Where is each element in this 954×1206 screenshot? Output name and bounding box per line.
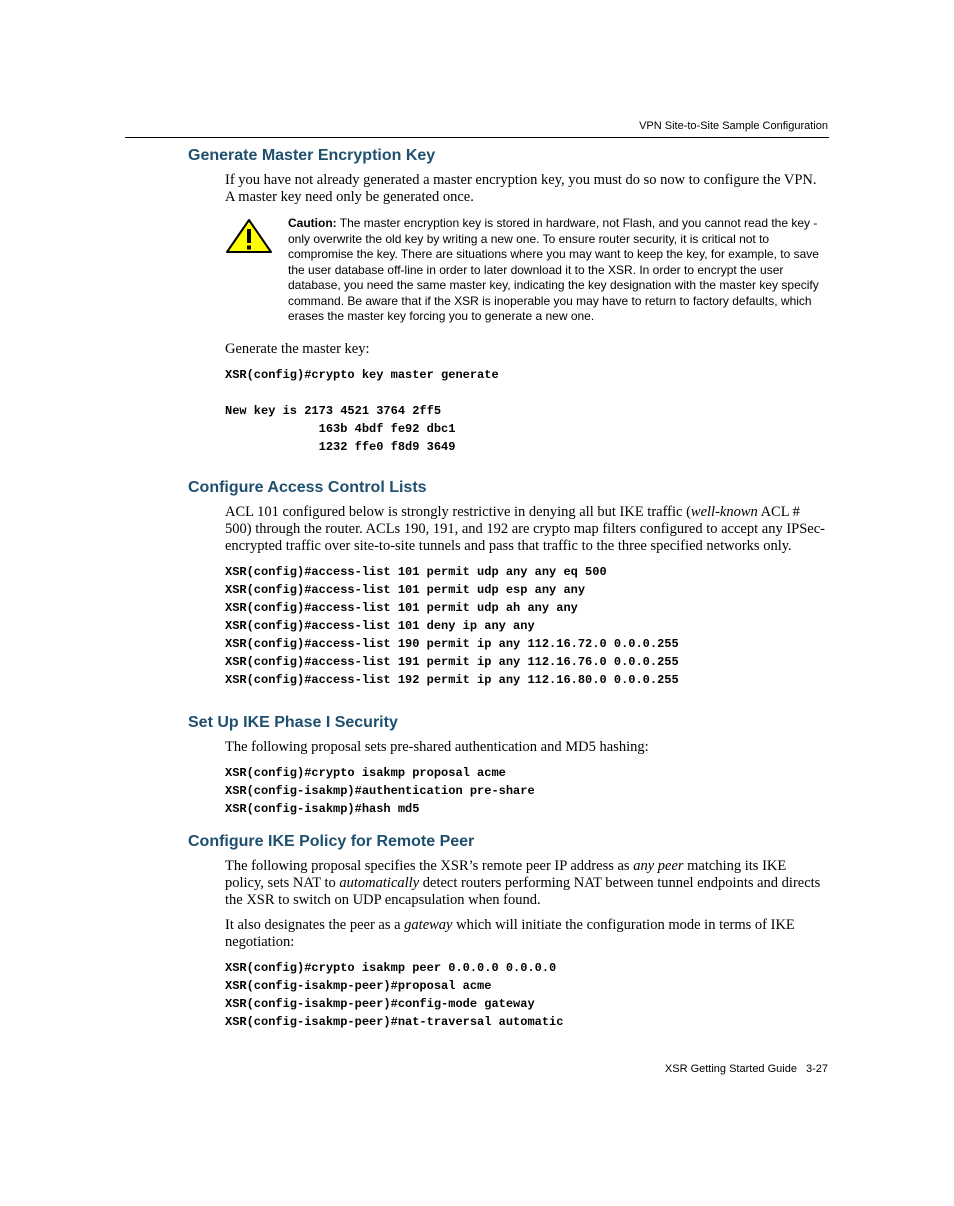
section-heading: Generate Master Encryption Key	[188, 147, 436, 164]
caution-text: The master encryption key is stored in hardware, not Flash, and you cannot read the key - only overwrite the old key by writing a new one. To ensure router security, it is critical not to compromise the key. There are situations where you may want to keep the key, for example, to save the user database off-line in order to later download it to the XSR. In order to encrypt the user database, you need the same master key, indicating the key designation with the master key specify command. Be aware that if the XSR is inoperable you may have to return to factory defaults, which erases the master key forcing you to generate a new one.	[288, 216, 819, 323]
paragraph: Generate the master key:	[225, 340, 370, 357]
text-run: ACL # 500) through the router. ACLs 190, 191, and 192 are crypto map filters configured to accept any IPSec-encrypted traffic over site-to-site tunnels and pass that traffic to the three specified networks only.	[225, 503, 825, 554]
footer-guide-title: XSR Getting Started Guide	[664, 1063, 797, 1075]
text-run: It also designates the peer as a	[225, 916, 405, 933]
text-run: The following proposal specifies the XSR’s remote peer IP address as	[225, 857, 634, 874]
section-heading: Configure IKE Policy for Remote Peer	[188, 832, 475, 850]
emphasis: any peer	[633, 857, 684, 874]
command-line: XSR(config)#access-list 101 deny ip any any	[225, 618, 535, 633]
command-line: XSR(config)#crypto isakmp peer 0.0.0.0 0.0.0.0	[225, 960, 557, 975]
warning-triangle-icon	[225, 218, 273, 259]
command-line: XSR(config-isakmp)#authentication pre-share	[225, 783, 535, 798]
key-output-line: 163b 4bdf fe92 dbc1	[225, 421, 456, 436]
command-line: XSR(config-isakmp-peer)#proposal acme	[225, 978, 492, 993]
command-line: XSR(config)#access-list 101 permit udp ah any any	[225, 600, 578, 615]
command-line: XSR(config-isakmp-peer)#config-mode gateway	[225, 996, 535, 1011]
command-line: XSR(config-isakmp)#hash md5	[225, 801, 420, 816]
command-line: XSR(config)#access-list 190 permit ip any 112.16.72.0 0.0.0.255	[225, 636, 679, 651]
key-output-line: New key is 2173 4521 3764 2ff5	[225, 403, 442, 418]
caution-note	[225, 216, 828, 325]
running-header: VPN Site-to-Site Sample Configuration	[639, 120, 828, 132]
paragraph	[225, 917, 828, 951]
header-rule	[125, 137, 829, 138]
command-line: XSR(config)#access-list 191 permit ip any 112.16.76.0 0.0.0.255	[225, 654, 679, 669]
paragraph: If you have not already generated a master encryption key, you must do so now to configure the VPN. A master key need only be generated once.	[225, 172, 817, 205]
command-line: XSR(config)#access-list 101 permit udp any any eq 500	[225, 564, 607, 579]
page-number: 3-27	[805, 1063, 828, 1075]
command-line: XSR(config)#access-list 101 permit udp esp any any	[225, 582, 586, 597]
text-run: which will initiate the configuration mode in terms of IKE negotiation:	[225, 916, 795, 950]
page-content	[188, 146, 828, 1045]
command-line: XSR(config)#access-list 192 permit ip any 112.16.80.0 0.0.0.255	[225, 672, 679, 687]
text-run: matching its IKE policy, sets NAT to	[225, 857, 787, 891]
emphasis: gateway	[404, 916, 453, 933]
paragraph	[225, 858, 828, 909]
command-line: XSR(config)#crypto key master generate	[225, 367, 499, 382]
section-heading: Configure Access Control Lists	[188, 478, 427, 496]
section-ike-policy	[188, 832, 828, 1031]
emphasis: automatically	[339, 874, 420, 891]
caution-label: Caution:	[288, 216, 337, 230]
section-master-key	[188, 146, 828, 456]
emphasis: well-known	[690, 503, 758, 520]
key-output-line: 1232 ffe0 f8d9 3649	[225, 439, 456, 454]
section-heading: Set Up IKE Phase I Security	[188, 713, 398, 731]
text-run: detect routers performing NAT between tunnel endpoints and directs the XSR to switch on UDP encapsulation when found.	[225, 874, 821, 908]
section-acl	[188, 478, 828, 689]
command-line: XSR(config)#crypto isakmp proposal acme	[225, 765, 506, 780]
paragraph	[225, 504, 828, 555]
section-ike-phase	[188, 713, 828, 818]
running-footer	[665, 1063, 828, 1075]
command-line: XSR(config-isakmp-peer)#nat-traversal automatic	[225, 1014, 564, 1029]
paragraph: The following proposal sets pre-shared authentication and MD5 hashing:	[225, 738, 649, 755]
text-run: ACL 101 configured below is strongly restrictive in denying all but IKE traffic (	[225, 503, 691, 520]
